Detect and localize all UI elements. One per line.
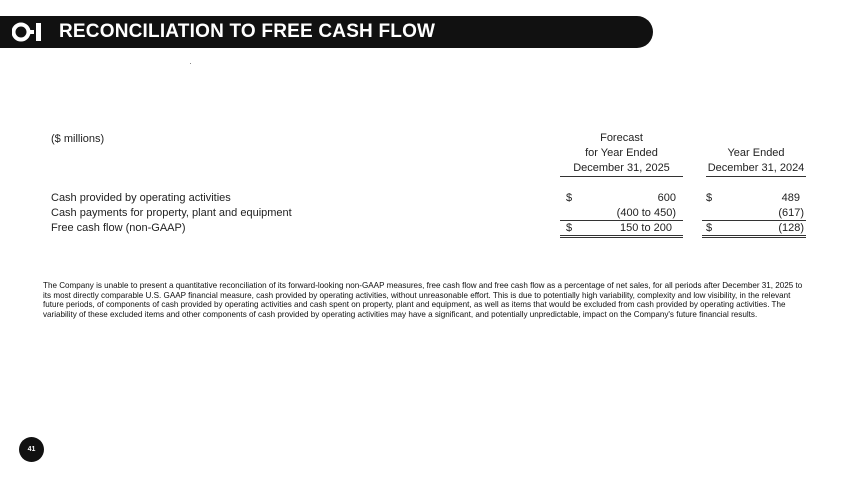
row-label-free-cash-flow: Free cash flow (non-GAAP)	[51, 222, 186, 234]
subtotal-rule	[702, 220, 806, 221]
column-header-forecast	[560, 131, 683, 177]
column-header-line: Year Ended	[727, 147, 785, 159]
actual-value: 489	[781, 192, 800, 204]
currency-symbol: $	[566, 192, 573, 204]
subtotal-rule	[560, 220, 683, 221]
column-header-actual	[706, 146, 806, 177]
page-number: 41	[19, 437, 44, 462]
total-double-rule-top	[702, 235, 806, 236]
company-logo	[12, 22, 44, 42]
currency-symbol: $	[706, 222, 713, 234]
stray-mark	[190, 63, 191, 64]
total-double-rule-bottom	[702, 237, 806, 238]
title-bar	[0, 16, 653, 48]
row-label-capex: Cash payments for property, plant and equipment	[51, 207, 292, 219]
forecast-value: 150 to 200	[620, 222, 672, 234]
footnote-disclaimer: The Company is unable to present a quantitative reconciliation of its forward-looking non-GAAP measures, free cash flow and free cash flow as a percentage of net sales, for all periods after December 31, 2025 to its most directly comparable U.S. GAAP financial measure, cash provided by operating activities, without unreasonable effort. This is due to potentially high variability, complexity and low visibility, in the relevant future periods, of components of cash provided by operating activities and cash spent on property, plant and equipment, as well as items that would be excluded from cash provided by operating activities. The variability of these excluded items and other components of cash provided by operating activities may have a significant, and potentially unpredictable, impact on the Company's future financial results.	[43, 281, 803, 319]
column-header-line: for Year Ended	[585, 147, 658, 159]
forecast-value: (400 to 450)	[616, 207, 676, 219]
actual-value: (617)	[778, 207, 804, 219]
forecast-value: 600	[657, 192, 676, 204]
actual-value: (128)	[778, 222, 804, 234]
total-double-rule-bottom	[560, 237, 683, 238]
row-label-operating-cash: Cash provided by operating activities	[51, 192, 231, 204]
column-header-line: Forecast	[600, 132, 643, 144]
currency-symbol: $	[566, 222, 573, 234]
page-title: RECONCILIATION TO FREE CASH FLOW	[59, 21, 436, 42]
units-label: ($ millions)	[51, 133, 105, 145]
total-double-rule-top	[560, 235, 683, 236]
column-header-line: December 31, 2024	[706, 161, 806, 177]
currency-symbol: $	[706, 192, 713, 204]
column-header-line: December 31, 2025	[560, 161, 683, 177]
